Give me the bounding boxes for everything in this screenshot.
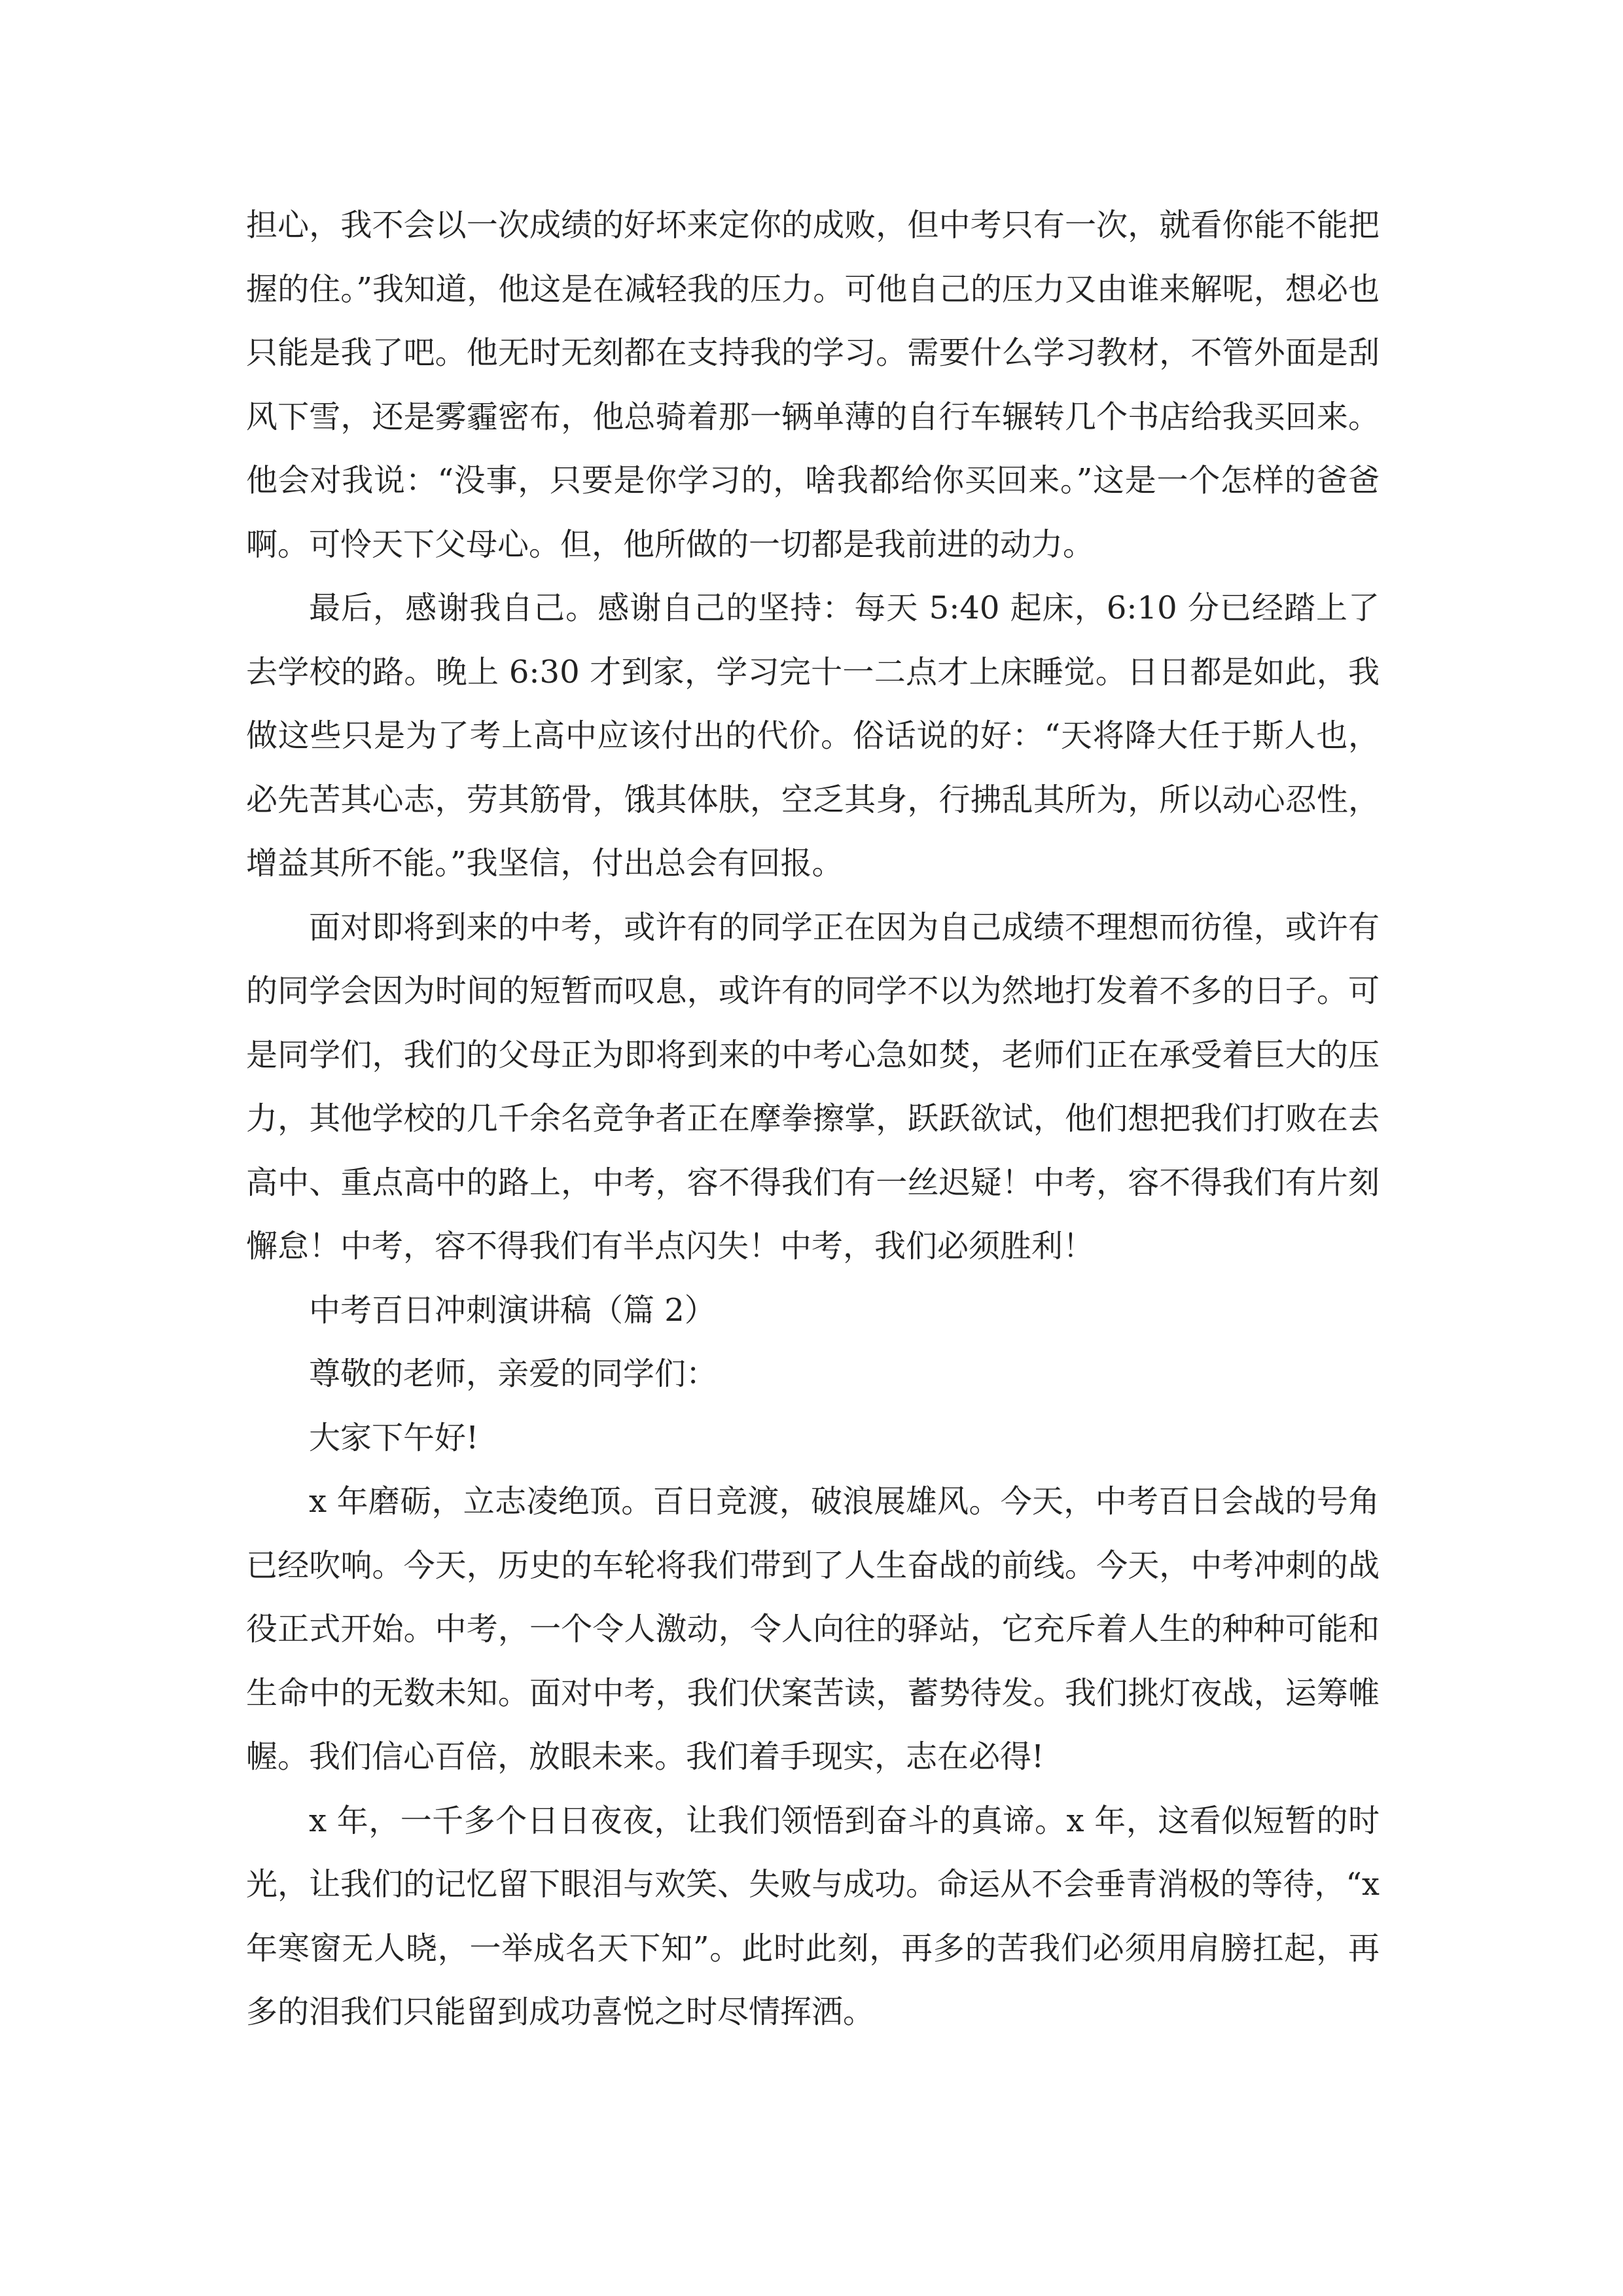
salutation: 尊敬的老师，亲爱的同学们： [309,1355,718,1392]
paragraph-father-support: 担心，我不会以一次成绩的好坏来定你的成败，但中考只有一次，就看你能不能把握的住。”我知道，他这是在减轻我的压力。可他自己的压力又由谁来解呢，想必也只能是我了吧。他无时无刻都在支持我的学习。需要什么学习教材，不管外面是刮风下雪，还是雾霾密布，他总骑着那一辆单薄的自行车辗转几个书店给我买回来。他会对我说：“没事，只要是你学习的，啥我都给你买回来。”这是一个怎样的爸爸啊。可怜天下父母心。但，他所做的一切都是我前进的动力。 [246,207,1380,563]
paragraph-hundred-days: x 年磨砺，立志凌绝顶。百日竞渡，破浪展雄风。今天，中考百日会战的号角已经吹响。今天，历史的车轮将我们带到了人生奋战的前线。今天，中考冲刺的战役正式开始。中考，一个令人激动，令人向往的驿站，它充斥着人生的种种可能和生命中的无数未知。面对中考，我们伏案苦读，蓄势待发。我们挑灯夜战，运筹帷幄。我们信心百倍，放眼未来。我们着手现实，志在必得! [246,1483,1380,1775]
section-title: 中考百日冲刺演讲稿（篇 2） [309,1291,716,1329]
paragraph-years-of-effort: x 年，一千多个日日夜夜，让我们领悟到奋斗的真谛。x 年，这看似短暂的时光，让我们的记忆留下眼泪与欢笑、失败与成功。命运从不会垂青消极的等待，“x 年寒窗无人晓，一举成名天下知”。此时此刻，再多的苦我们必须用肩膀扛起，再多的泪我们只能留到成功喜悦之时尽情挥洒。 [246,1802,1380,2030]
paragraph-facing-exam: 面对即将到来的中考，或许有的同学正在因为自己成绩不理想而彷徨，或许有的同学会因为时间的短暂而叹息，或许有的同学不以为然地打发着不多的日子。可是同学们，我们的父母正为即将到来的中考心急如焚，老师们正在承受着巨大的压力，其他学校的几千余名竞争者正在摩拳擦掌，跃跃欲试，他们想把我们打败在去高中、重点高中的路上，中考，容不得我们有一丝迟疑！中考，容不得我们有片刻懈怠！中考，容不得我们有半点闪失！中考，我们必须胜利！ [246,908,1380,1265]
document-body [246,194,1380,2045]
paragraph-thank-myself: 最后，感谢我自己。感谢自己的坚持：每天 5:40 起床，6:10 分已经踏上了去学校的路。晚上 6:30 才到家，学习完十一二点才上床睡觉。日日都是如此，我做这些只是为了考上高中应该付出的代价。俗话说的好：“天将降大任于斯人也，必先苦其心志，劳其筋骨，饿其体肤，空乏其身，行拂乱其所为，所以动心忍性，增益其所不能。”我坚信，付出总会有回报。 [246,590,1380,882]
greeting: 大家下午好! [309,1419,479,1456]
